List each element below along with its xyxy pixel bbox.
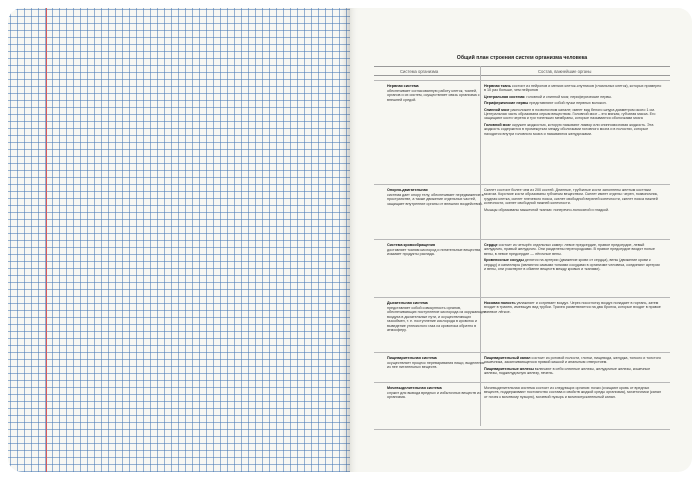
- table-row: [374, 382, 670, 430]
- organ-text: Мышцы образованы мышечной тканью: поперечно-полосатой и гладкой.: [484, 207, 610, 212]
- organ-term: Носовая полость: [484, 301, 516, 305]
- organ-term: Пищеварительные железы: [484, 366, 534, 371]
- system-name: Мочевыделительная система: [387, 386, 442, 390]
- reference-page: [350, 8, 692, 472]
- organ-term: Спинной мозг: [484, 107, 510, 112]
- organs-cell: [484, 301, 662, 316]
- table-row: [374, 352, 670, 383]
- organ-paragraph: [484, 301, 662, 314]
- system-name: Опорно-двигательная: [387, 188, 428, 192]
- system-desc: доставляет тканям кислород и питательные вещества, изымает продукты распада.: [387, 247, 482, 256]
- header-system: Система организма: [400, 68, 439, 74]
- organ-term: Кровеносные сосуды: [484, 258, 524, 263]
- notebook-spread: [8, 8, 692, 472]
- organ-paragraph: [484, 367, 662, 376]
- system-cell: [387, 301, 489, 333]
- system-name: Дыхательная система: [387, 301, 428, 305]
- organ-paragraph: [484, 356, 662, 365]
- organ-text: Мочевыделительная система состоит из следующих органов: почки (очищают кровь от вредных веществ, поддерживают постоянство состава и свойств жидкой среды организма), мочеточники (канал от почек к мочевому пузырю), мочевой пузырь и мочеиспускательный канал.: [484, 386, 662, 399]
- organ-paragraph: [484, 108, 662, 121]
- organ-term: Пищеварительный канал: [484, 356, 531, 360]
- organ-paragraph: [484, 95, 662, 99]
- organ-text: представляют собой пучки нервных волокон.: [528, 101, 607, 106]
- organ-term: Головной мозг: [484, 122, 511, 127]
- grid-page: [8, 8, 350, 472]
- system-desc: представляет собой совокупность органов, обеспечивающих поступление кислорода из окружающего воздуха в дыхательные пути, и осуществляющих газообмен, т. е. поступление кислорода в кровоток и выведение углекислого газа из кровотока обратно в атмосферу.: [387, 305, 488, 332]
- system-name: Нервная система: [387, 84, 419, 88]
- organs-cell: [484, 84, 662, 138]
- system-desc: система дает опору телу, обеспечивает передвижение в пространстве, а также движение отдельных частей, защищает внутренние органы от внешних воздействий.: [387, 192, 484, 206]
- organ-paragraph: [484, 243, 662, 256]
- system-name: Система кровообращения: [387, 243, 436, 247]
- system-cell: [387, 188, 489, 206]
- organ-text: головной и спинной мозг, периферические нервы.: [525, 94, 613, 99]
- page-gutter-shadow: [340, 8, 350, 472]
- system-desc: обеспечивает согласованную работу клеток, тканей, органов и их систем, осуществляет связь организма с внешней средой.: [387, 88, 480, 102]
- organ-paragraph: [484, 123, 662, 136]
- organ-paragraph: [484, 188, 662, 206]
- organ-paragraph: [484, 84, 662, 93]
- organ-term: Сердце: [484, 243, 498, 247]
- organ-text: состоит из ротовой полости, глотки, пищевода, желудка, тонкого и толстого кишечника, заканчивающегося прямой кишкой и анальным отверстием.: [484, 356, 661, 365]
- organ-term: Периферические нервы: [484, 101, 529, 106]
- table-header: [374, 66, 670, 76]
- system-cell: [387, 356, 489, 370]
- organ-paragraph: [484, 208, 662, 212]
- organ-text: состоит из нейронов и мелких клеток-спутников (глиальных клеток), которых примерно в 10 раз больше, чем нейронов: [484, 84, 662, 93]
- organ-term: Центральная система:: [484, 94, 526, 99]
- organ-paragraph: [484, 386, 662, 399]
- table-row: [374, 239, 670, 298]
- organ-paragraph: [484, 101, 662, 105]
- system-desc: служит для вывода вредных и избыточных веществ из организма.: [387, 390, 481, 399]
- organs-cell: [484, 188, 662, 214]
- organs-cell: [484, 386, 662, 401]
- table-title: Общий план строения систем организма человека: [456, 55, 588, 61]
- organs-cell: [484, 243, 662, 273]
- margin-line: [46, 8, 47, 472]
- organs-cell: [484, 356, 662, 378]
- table-row: [374, 80, 670, 185]
- header-organs: Состав, важнейшие органы: [538, 68, 592, 74]
- system-name: Пищеварительная система: [387, 356, 437, 360]
- organ-text: состоит из четырёх отдельных камер: левое предсердие, правое предсердие, левый желудочек, правый желудочек. Они разделены перегородками. В правое предсердие входят полые вены, в левое предсердие — лёгочные вены.: [484, 243, 655, 256]
- table-row: [374, 297, 670, 353]
- table-row: [374, 184, 670, 240]
- system-cell: [387, 386, 489, 400]
- organ-text: Скелет состоит более чем из 200 костей. Длинные, трубчатые кости заполнены желтым костным мозгом. Короткие кости образованы губчатым веществом. Скелет имеет отделы: череп, позвоночник, грудная клетка, скелет плечевого пояса, скелет свободной верхней конечности, скелет пояса нижней конечности, скелет свободной нижней конечности.: [484, 188, 659, 206]
- system-cell: [387, 243, 489, 257]
- organ-text: расположен в позвоночном канале; имеет вид белого шнура диаметром около 1 см. Центральная часть образована серым веществом. Головной мозг – это мягкая, губчатая масса. Его защищают кости черепа и три тоненьких мембраны, которые называются оболочками мозга: [484, 107, 656, 121]
- organ-term: Нервная ткань: [484, 84, 511, 88]
- system-cell: [387, 84, 489, 102]
- organ-paragraph: [484, 258, 662, 271]
- organ-text: делятся на артерии (движение крови от сердца), вены (движение крови к сердцу) и капилляры (являются самыми тонкими сосудами в организме человека, соединяют артерии и вены, они участвуют в обмене веществ между кровью и тканями).: [484, 258, 660, 272]
- system-desc: осуществляет процесс переваривания пищи, выделения из нее питательных веществ.: [387, 360, 485, 369]
- organ-text: окружен жидкостью, которую называют ликвор или спинномозговая жидкость. Эта жидкость содержится в промежутках между оболочками головного мозга и в полостях, которые находятся внутри головного мозга и называются желудочками.: [484, 122, 654, 136]
- organ-text: включают в себя слюнные железы, желудочные железы, кишечные железы, поджелудочную железу, печень.: [484, 366, 651, 376]
- organ-text: увлажняет и согревает воздух. Через носоглотку воздух попадает в гортань, затем входит в трахею, имеющую вид трубки. Трахея разветвляется на два бронха, которые входят в правое и левое лёгкое.: [484, 301, 661, 314]
